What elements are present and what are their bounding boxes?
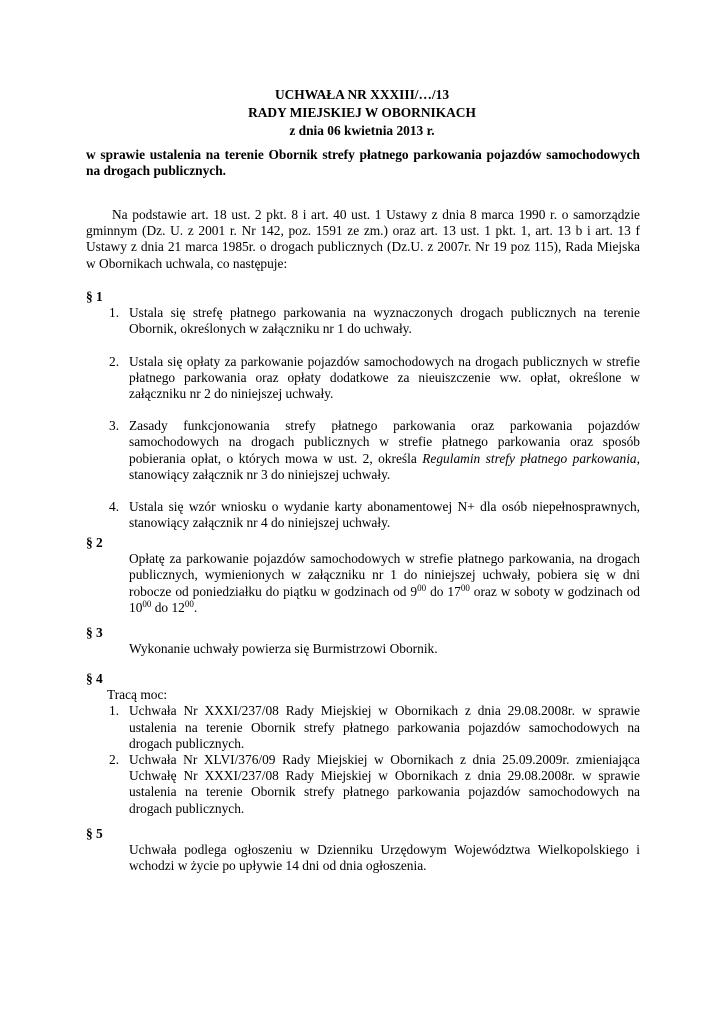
list-item-text: Uchwała Nr XXXI/237/08 Rady Miejskiej w Obornikach z dnia 29.08.2008r. w sprawie ustalenia na terenie Obornik strefy płatnego parkowania pojazdów samochodowych na drogach publicznych. [129, 703, 640, 751]
time-minutes: 00 [184, 598, 194, 609]
council-name: RADY MIEJSKIEJ W OBORNIKACH [248, 105, 476, 120]
section-4 [86, 671, 640, 817]
section-5 [86, 826, 640, 875]
time-minutes: 00 [417, 582, 427, 593]
legal-basis-text: Na podstawie art. 18 ust. 2 pkt. 8 i art. 40 ust. 1 Ustawy z dnia 8 marca 1990 r. o samorządzie gminnym (Dz. U. z 2001 r. Nr 142, poz. 1591 ze zm.) oraz art. 13 ust. 1 pkt. 1, art. 13 b i art. 13 f Ustawy z dnia 21 marca 1985r. o drogach publicznych (Dz.U. z 2007r. Nr 19 poz 115), Rada Miejska w Obornikach uchwala, co następuje: [86, 207, 640, 271]
resolution-header [0, 86, 724, 140]
section-4-lead: Tracą moc: [107, 687, 168, 703]
section-4-title: § 4 [86, 671, 103, 686]
list-item-text: Uchwała Nr XLVI/376/09 Rady Miejskiej w Obornikach z dnia 25.09.2009r. zmieniająca Uchwałę Nr XXXI/237/08 Rady Miejskiej w Obornikach z dnia 29.08.2008r. w sprawie ustalenia na terenie Obornik strefy płatnego parkowania pojazdów samochodowych na drogach publicznych. [129, 752, 640, 816]
section-4-list [86, 703, 640, 816]
list-item-text: Ustala się opłaty za parkowanie pojazdów samochodowych na drogach publicznych w strefie płatnego parkowania oraz opłaty dodatkowe za nieuiszczenie ww. opłat, określone w załączniku nr 2 do niniejszej uchwały. [129, 353, 640, 402]
fee-text: . [193, 599, 198, 615]
list-item [86, 305, 640, 337]
list-item-number: 1. [109, 703, 120, 719]
subject-text: w sprawie ustalenia na terenie Obornik strefy płatnego parkowania pojazdów samochodowych na drogach publicznych. [86, 147, 640, 179]
list-item-number: 1. [109, 305, 120, 321]
resolution-date: z dnia 06 kwietnia 2013 r. [289, 123, 435, 138]
list-item-text: Ustala się strefę płatnego parkowania na wyznaczonych drogach publicznych na terenie Obornik, określonych w załączniku nr 1 do uchwały. [129, 305, 640, 337]
section-5-text: Uchwała podlega ogłoszeniu w Dzienniku Urzędowym Województwa Wielkopolskiego i wchodzi w życie po upływie 14 dni od dnia ogłoszenia. [129, 842, 640, 874]
section-1-list [86, 305, 640, 531]
list-item-number: 4. [109, 499, 120, 515]
list-item [86, 418, 640, 483]
section-2-text [86, 551, 640, 616]
list-item-number: 2. [109, 353, 120, 369]
section-2-title: § 2 [86, 535, 103, 550]
list-item [86, 499, 640, 531]
fee-text: oraz w soboty w godzinach od 10 [129, 583, 640, 615]
list-item-text: Zasady funkcjonowania strefy płatnego parkowania oraz parkowania pojazdów samochodowych na drogach publicznych w strefie płatnego parkowania oraz sposób pobierania opłat, o których mowa w ust. 2, określa [129, 418, 640, 466]
list-item [86, 752, 640, 817]
resolution-subject [86, 147, 640, 179]
section-3 [86, 625, 640, 657]
regulation-title: Regulamin strefy płatnego parkowania [422, 450, 637, 466]
time-minutes: 00 [460, 582, 470, 593]
list-item-text: Ustala się wzór wniosku o wydanie karty abonamentowej N+ dla osób niepełnosprawnych, stanowiący załącznik nr 4 do niniejszej uchwały. [129, 499, 640, 531]
fee-text: do 12 [151, 599, 185, 615]
section-1-title: § 1 [86, 289, 103, 304]
section-3-title: § 3 [86, 625, 103, 640]
section-3-text: Wykonanie uchwały powierza się Burmistrzowi Obornik. [129, 641, 438, 657]
list-item [86, 354, 640, 403]
list-item-number: 3. [109, 418, 120, 434]
list-item-number: 2. [109, 752, 120, 768]
section-1 [86, 289, 640, 547]
list-item [86, 703, 640, 752]
section-2 [86, 535, 640, 616]
legal-basis [86, 207, 640, 272]
fee-text: Opłatę za parkowanie pojazdów samochodowych w strefie płatnego parkowania, na drogach publicznych, wymienionych w załączniku nr 1 do niniejszej uchwały, pobiera się w dni robocze od poniedziałku do piątku w godzinach od 9 [129, 551, 640, 599]
list-item-text-end: , stanowiący załącznik nr 3 do niniejszej uchwały. [129, 450, 640, 482]
fee-text: do 17 [426, 583, 461, 599]
time-minutes: 00 [142, 598, 152, 609]
section-5-title: § 5 [86, 826, 103, 841]
resolution-number: UCHWAŁA NR XXXIII/…/13 [274, 87, 450, 102]
